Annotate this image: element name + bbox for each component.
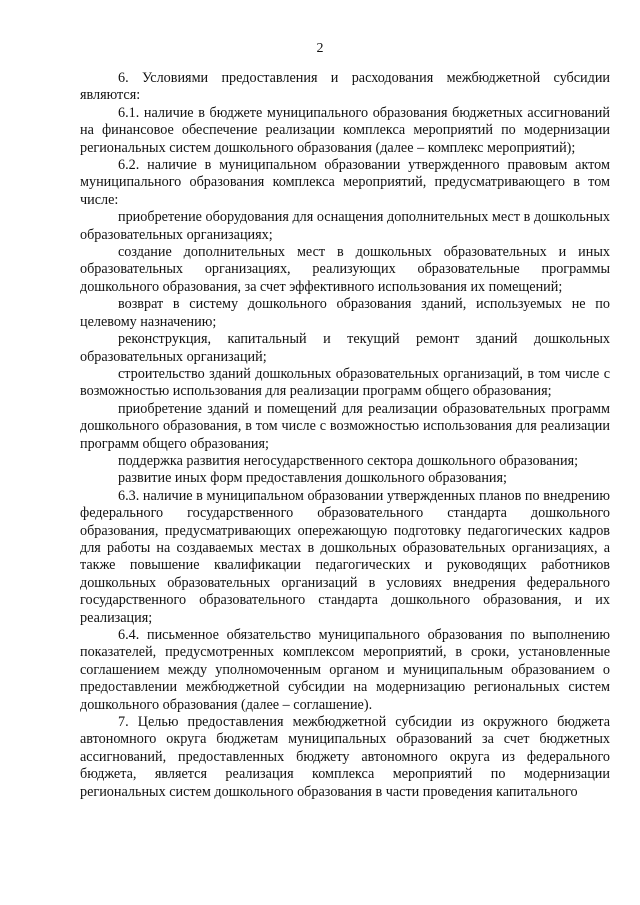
paragraph-6-3: 6.3. наличие в муниципальном образовании утвержденных планов по внедрению федерального государственного образовательного стандарта дошкольного образования, предусматривающих опережающую подготовку педагогических кадров для работы на создаваемых местах в дошкольных образовательных организациях, а также повышение квалификации педагогических и руководящих работников дошкольных образовательных организаций в условиях внедрения федерального государственного образовательного стандарта дошкольного образования, и их реализация; — [80, 487, 610, 626]
paragraph-6: 6. Условиями предоставления и расходования межбюджетной субсидии являются: — [80, 70, 610, 104]
list-item-construction: строительство зданий дошкольных образовательных организаций, в том числе с возможностью использования для реализации программ общего образования; — [80, 365, 610, 400]
paragraph-7: 7. Целью предоставления межбюджетной субсидии из окружного бюджета автономного округа бюджетам муниципальных образований за счет бюджетных ассигнований, предоставленных бюджету автономного округа из федерального бюджета, является реализация комплекса мероприятий по модернизации региональных систем дошкольного образования в части проведения капитального — [80, 714, 610, 800]
list-item-acquisition: приобретение зданий и помещений для реализации образовательных программ дошкольного образования, в том числе с возможностью использования для реализации программ общего образования; — [80, 400, 610, 452]
paragraph-6-2: 6.2. наличие в муниципальном образовании утвержденного правовым актом муниципального образования комплекса мероприятий, предусматривающего в том числе: — [80, 157, 610, 208]
page-number: 2 — [316, 41, 324, 56]
list-item-additional-places: создание дополнительных мест в дошкольных образовательных и иных образовательных организациях, реализующих образовательные программы дошкольного образования, за счет эффективного использования их помещений; — [80, 244, 610, 295]
list-item-reconstruction: реконструкция, капитальный и текущий ремонт зданий дошкольных образовательных организаций; — [80, 331, 610, 365]
list-item-return-buildings: возврат в систему дошкольного образования зданий, используемых не по целевому назначению; — [80, 296, 610, 330]
paragraph-6-1: 6.1. наличие в бюджете муниципального образования бюджетных ассигнований на финансовое обеспечение реализации комплекса мероприятий по модернизации региональных систем дошкольного образования (далее – комплекс мероприятий); — [80, 104, 610, 156]
document-body — [80, 70, 610, 801]
paragraph-6-4: 6.4. письменное обязательство муниципального образования по выполнению показателей, предусмотренных комплексом мероприятий, в сроки, установленные соглашением между уполномоченным органом и муниципальным образованием о предоставлении межбюджетной субсидии на модернизацию региональных систем дошкольного образования (далее – соглашение). — [80, 627, 610, 713]
list-item-equipment: приобретение оборудования для оснащения дополнительных мест в дошкольных образовательных организациях; — [80, 209, 610, 243]
list-item-nongovernment: поддержка развития негосударственного сектора дошкольного образования; — [118, 452, 579, 469]
list-item-other-forms: развитие иных форм предоставления дошкольного образования; — [118, 470, 507, 487]
